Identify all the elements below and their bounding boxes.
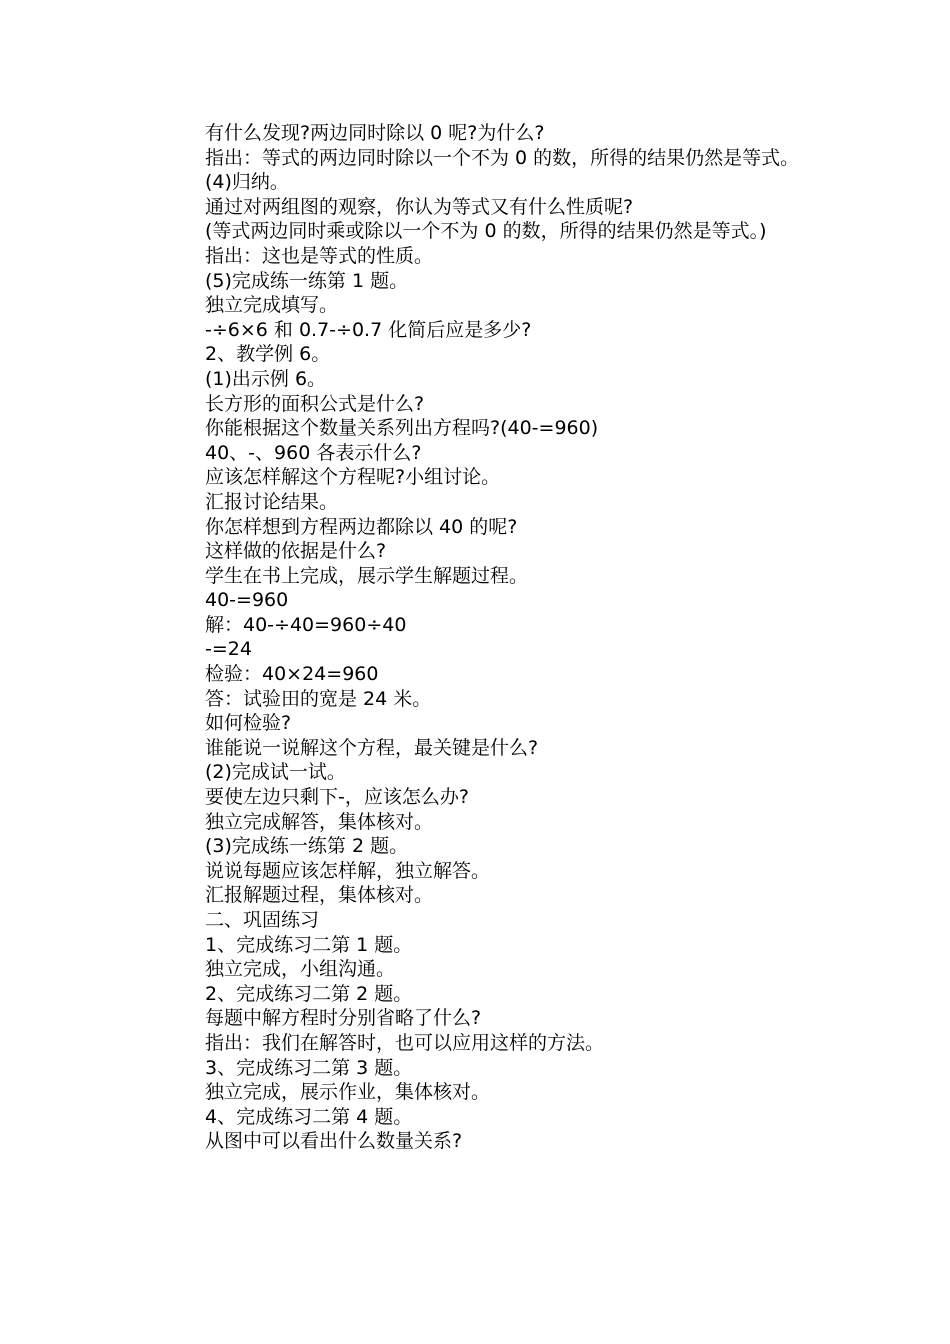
paragraph: 3、完成练习二第 3 题。 [205, 1056, 413, 1079]
paragraph: 检验：40×24=960 [205, 663, 379, 686]
paragraph: 2、完成练习二第 2 题。 [205, 982, 413, 1005]
paragraph: (3)完成练一练第 2 题。 [205, 835, 409, 858]
paragraph: 4、完成练习二第 4 题。 [205, 1105, 413, 1128]
paragraph: 要使左边只剩下-，应该怎么办? [205, 786, 469, 809]
paragraph: 指出：我们在解答时，也可以应用这样的方法。 [205, 1031, 605, 1054]
paragraph: (4)归纳。 [205, 171, 289, 194]
section-heading: 二、巩固练习 [205, 909, 320, 931]
paragraph: 答：试验田的宽是 24 米。 [205, 687, 432, 710]
paragraph: 指出：等式的两边同时除以一个不为 0 的数，所得的结果仍然是等式。 [205, 146, 800, 169]
paragraph: 通过对两组图的观察，你认为等式又有什么性质呢? [205, 195, 634, 218]
paragraph: 学生在书上完成，展示学生解题过程。 [205, 564, 529, 587]
paragraph: 2、教学例 6。 [205, 343, 331, 366]
paragraph: (5)完成练一练第 1 题。 [205, 269, 409, 292]
paragraph: 应该怎样解这个方程呢?小组讨论。 [205, 466, 501, 489]
paragraph: 有什么发现?两边同时除以 0 呢?为什么? [205, 122, 545, 144]
paragraph: -=24 [205, 638, 252, 661]
paragraph: 40-=960 [205, 589, 289, 612]
paragraph: 汇报解题过程，集体核对。 [205, 884, 434, 907]
paragraph: 从图中可以看出什么数量关系? [205, 1130, 463, 1153]
paragraph: 汇报讨论结果。 [205, 490, 339, 513]
paragraph: 说说每题应该怎样解，独立解答。 [205, 859, 491, 882]
paragraph: 独立完成，展示作业，集体核对。 [205, 1081, 491, 1104]
paragraph: 1、完成练习二第 1 题。 [205, 933, 413, 956]
paragraph: 解：40-÷40=960÷40 [205, 613, 407, 636]
document-body [145, 121, 807, 1154]
paragraph: 你能根据这个数量关系列出方程吗?(40-=960) [205, 417, 599, 440]
paragraph: (2)完成试一试。 [205, 761, 346, 784]
paragraph: 长方形的面积公式是什么? [205, 392, 425, 415]
paragraph: 你怎样想到方程两边都除以 40 的呢? [205, 515, 518, 538]
paragraph: (等式两边同时乘或除以一个不为 0 的数，所得的结果仍然是等式。) [205, 220, 767, 243]
paragraph: (1)出示例 6。 [205, 367, 327, 390]
paragraph: 谁能说一说解这个方程，最关键是什么? [205, 736, 539, 759]
paragraph: 独立完成，小组沟通。 [205, 958, 396, 981]
paragraph: 每题中解方程时分别省略了什么? [205, 1007, 482, 1030]
paragraph: 独立完成填写。 [205, 294, 339, 317]
paragraph: 40、-、960 各表示什么? [205, 441, 422, 464]
paragraph: 指出：这也是等式的性质。 [205, 244, 434, 267]
paragraph: 这样做的依据是什么? [205, 540, 387, 563]
paragraph: -÷6×6 和 0.7-÷0.7 化简后应是多少? [205, 318, 532, 341]
paragraph: 独立完成解答，集体核对。 [205, 810, 434, 833]
paragraph: 如何检验? [205, 712, 292, 735]
